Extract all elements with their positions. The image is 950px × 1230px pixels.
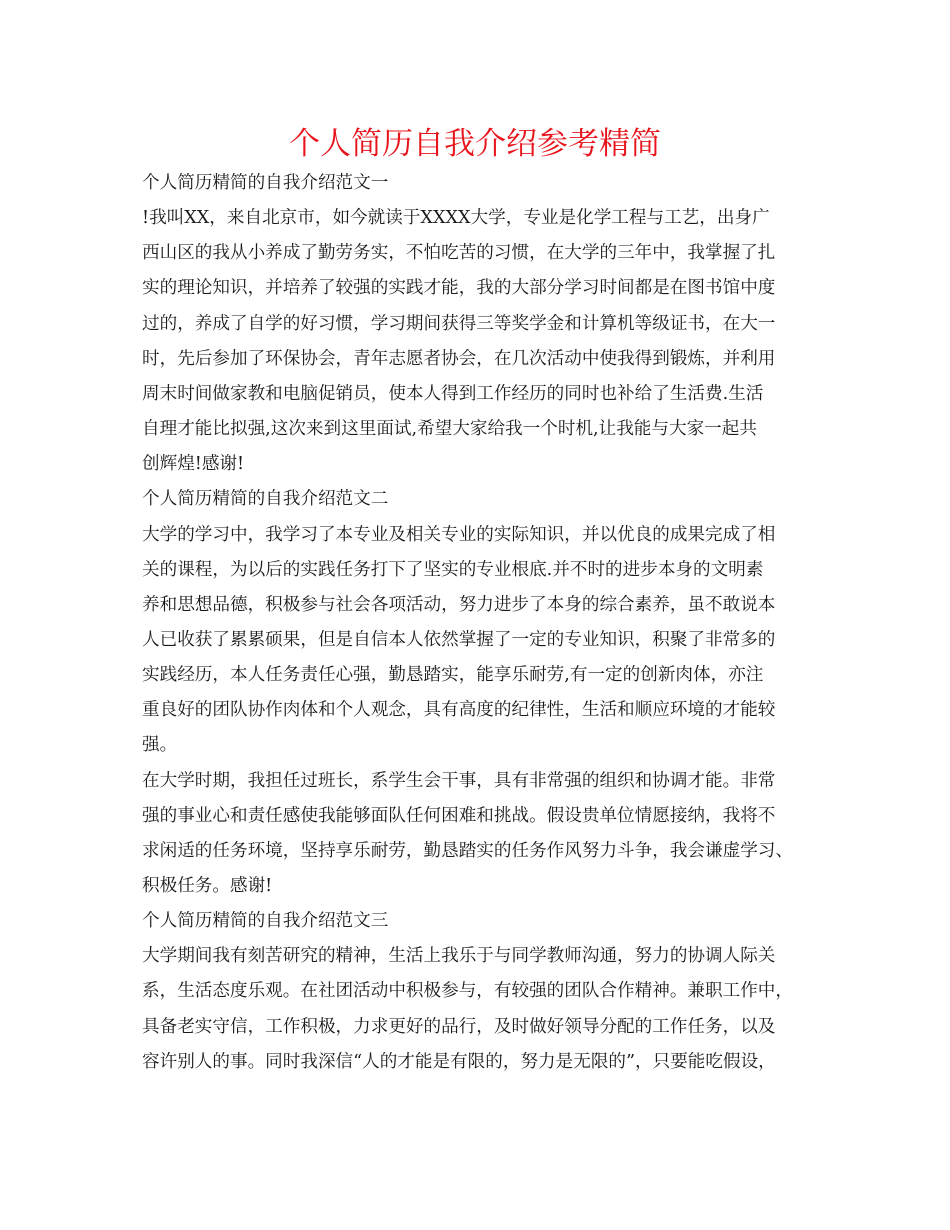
text-line: 求闲适的任务环境，坚持享乐耐劳，勤恳踏实的任务作风努力斗争，我会谦虚学习、 bbox=[142, 840, 793, 861]
text-line: 强的事业心和责任感使我能够面队任何困难和挑战。假设贵单位情愿接纳，我将不 bbox=[142, 805, 776, 826]
text-line: 重良好的团队协作肉体和个人观念，具有高度的纪律性，生活和顺应环境的才能较 bbox=[142, 700, 776, 721]
text-line: 创辉煌!感谢! bbox=[142, 454, 245, 475]
text-line: 实的理论知识，并培养了较强的实践才能，我的大部分学习时间都是在图书馆中度 bbox=[142, 278, 776, 299]
text-line: 积极任务。感谢! bbox=[142, 876, 273, 896]
text-line: 大学的学习中，我学习了本专业及相关专业的实际知识，并以优良的成果完成了相 bbox=[142, 524, 776, 545]
text-line: 养和思想品德，积极参与社会各项活动，努力进步了本身的综合素养，虽不敢说本 bbox=[142, 594, 776, 615]
text-line: 人已收获了累累硕果，但是自信本人依然掌握了一定的专业知识，积聚了非常多的 bbox=[142, 629, 776, 650]
document-title: 个人简历自我介绍参考精简 bbox=[289, 126, 661, 162]
text-line: 强。 bbox=[142, 735, 178, 756]
text-line: 个人简历精简的自我介绍范文三 bbox=[142, 911, 389, 932]
text-line: 个人简历精简的自我介绍范文二 bbox=[142, 489, 389, 510]
text-line: !我叫XX，来自北京市，如今就读于XXXX大学，专业是化学工程与工艺，出身广 bbox=[142, 208, 770, 229]
text-line: 周末时间做家教和电脑促销员，使本人得到工作经历的同时也补给了生活费.生活 bbox=[142, 383, 764, 404]
text-line: 实践经历，本人任务责任心强，勤恳踏实，能享乐耐劳,有一定的创新肉体，亦注 bbox=[142, 665, 764, 686]
text-line: 具备老实守信，工作积极，力求更好的品行，及时做好领导分配的工作任务，以及 bbox=[142, 1016, 776, 1037]
text-line: 西山区的我从小养成了勤劳务实，不怕吃苦的习惯，在大学的三年中，我掌握了扎 bbox=[142, 243, 776, 264]
text-line: 个人简历精简的自我介绍范文一 bbox=[142, 173, 389, 193]
text-line: 自理才能比拟强,这次来到这里面试,希望大家给我一个时机,让我能与大家一起共 bbox=[142, 419, 757, 440]
text-line: 系，生活态度乐观。在社团活动中积极参与，有较强的团队合作精神。兼职工作中， bbox=[142, 981, 793, 1002]
text-line: 容许别人的事。同时我深信“人的才能是有限的，努力是无限的”，只要能吃假设， bbox=[142, 1051, 776, 1072]
text-line: 大学期间我有刻苦研究的精神，生活上我乐于与同学教师沟通，努力的协调人际关 bbox=[142, 946, 776, 967]
text-line: 关的课程，为以后的实践任务打下了坚实的专业根底.并不时的进步本身的文明素 bbox=[142, 559, 764, 580]
text-line: 过的，养成了自学的好习惯，学习期间获得三等奖学金和计算机等级证书，在大一 bbox=[142, 313, 776, 334]
text-line: 时，先后参加了环保协会，青年志愿者协会，在几次活动中使我得到锻炼，并利用 bbox=[142, 348, 776, 369]
text-line: 在大学时期，我担任过班长，系学生会干事，具有非常强的组织和协调才能。非常 bbox=[142, 770, 776, 791]
